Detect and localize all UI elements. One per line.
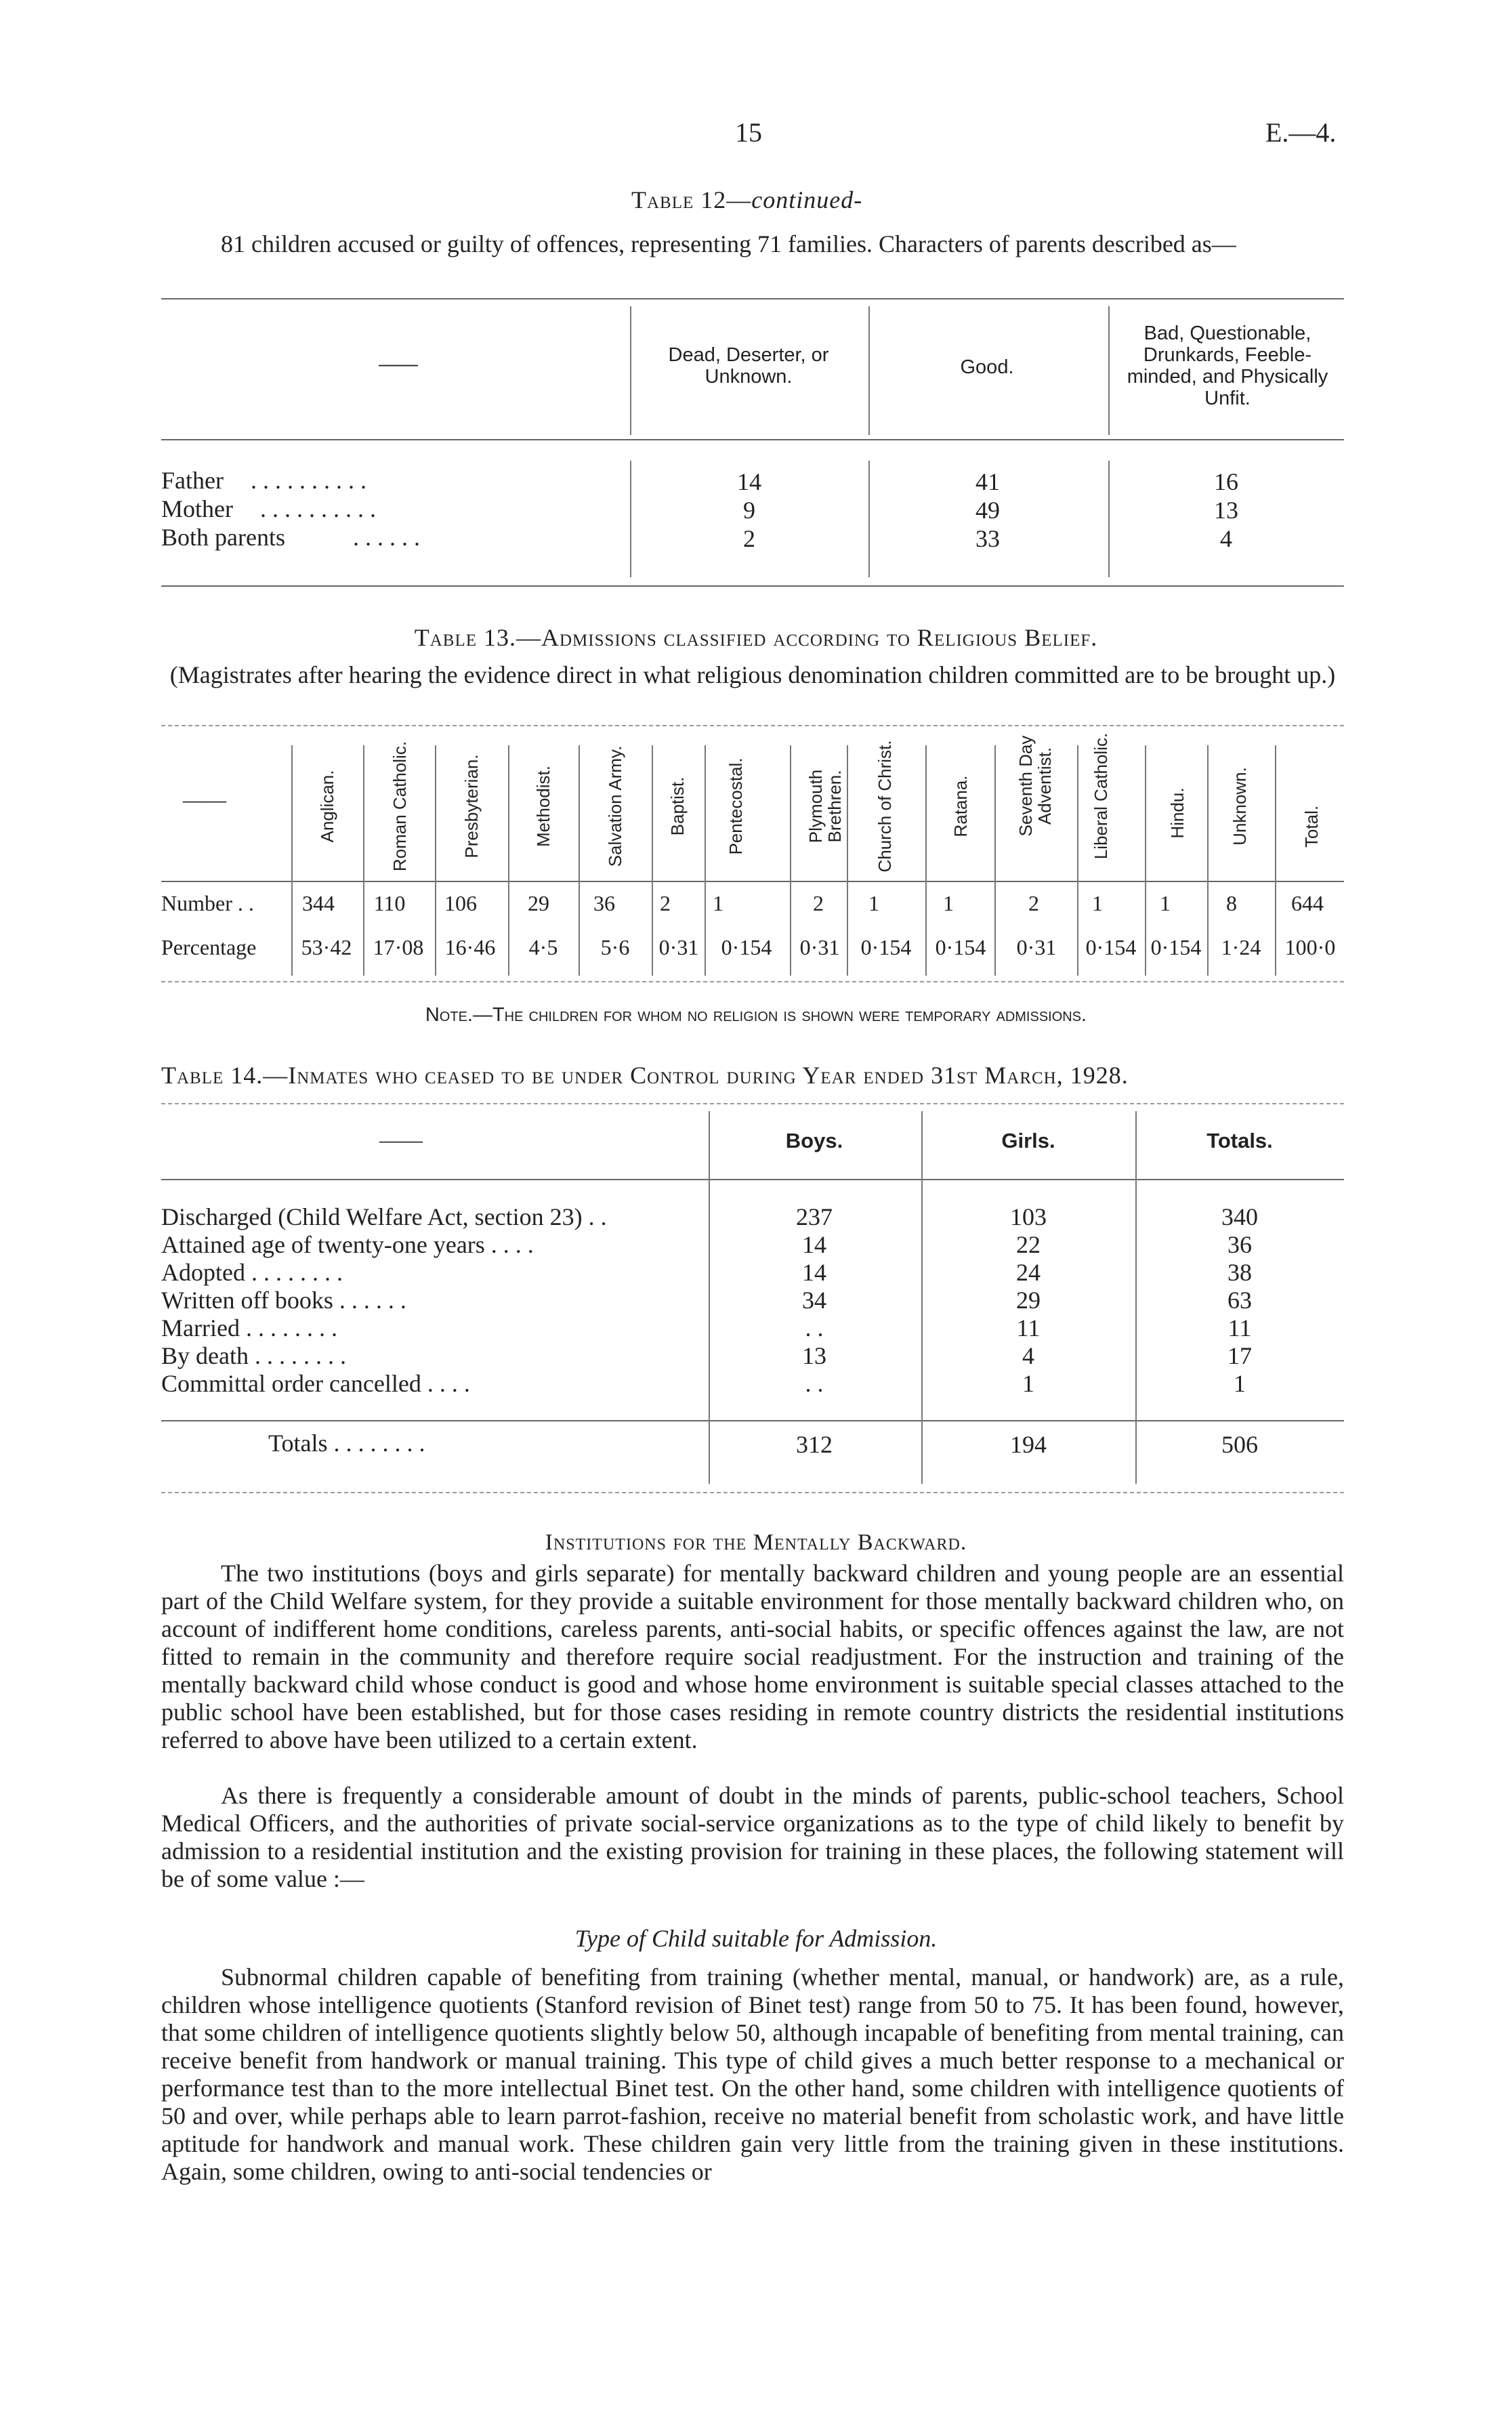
table13-header-roman-catholic: Roman Catholic. [390, 741, 410, 872]
table14-col-divider [709, 1111, 710, 1484]
table12-caption-suffix: continued- [751, 186, 863, 213]
table13-cell: 1 [1160, 891, 1171, 915]
table12-header-dead: Dead, Deserter, or Unknown. [668, 344, 829, 388]
table14-cell: 14 [802, 1259, 826, 1286]
table14-row-label: Committal order cancelled . . . . [161, 1370, 470, 1397]
table12-cell: 49 [975, 497, 1000, 524]
table13-cell: 29 [528, 891, 549, 915]
table14-header-blank: —— [379, 1127, 423, 1152]
page-number: 15 [735, 117, 762, 148]
table13-intro: (Magistrates after hearing the evidence direct in what religious denomination children committed are to be brought up.) [169, 661, 1336, 688]
table13-header-baptist: Baptist. [667, 776, 688, 836]
table14-cell: 1 [1234, 1370, 1246, 1397]
table12-row-leader: . . . . . . [352, 524, 420, 551]
table14-row-label: Married . . . . . . . . [161, 1314, 337, 1342]
table13-bottom-rule [161, 981, 1344, 982]
table12-row-name: Mother [161, 495, 233, 522]
table14-header-totals: Totals. [1206, 1129, 1273, 1152]
table14-row-label: Discharged (Child Welfare Act, section 23) . . [161, 1203, 607, 1230]
table12-col-divider [630, 306, 631, 435]
table14-cell: 38 [1227, 1259, 1252, 1286]
table12-head-rule [161, 439, 1344, 440]
table12-row-name: Both parents [161, 524, 285, 551]
table12-row-name: Father [161, 467, 224, 494]
table14-cell: 63 [1227, 1287, 1252, 1314]
table14-top-rule [161, 1103, 1344, 1104]
table12-header-good: Good. [960, 356, 1014, 378]
table13-cell: 106 [444, 891, 477, 915]
table13-header-methodist: Methodist. [533, 766, 553, 847]
table13-cell: 4·5 [528, 935, 558, 959]
table14-cell: 14 [802, 1231, 826, 1258]
section-paragraph-2: As there is frequently a considerable amount of doubt in the minds of parents, public-school teachers, School Medical Officers, and the authorities of private social-service organizations as to the type of child likely to benefit by admission to a residential institution and the existing provision for training in these places, the following statement will be of some value :— [161, 1782, 1344, 1892]
table12-header-blank: —— [379, 354, 418, 375]
table14-col-divider [921, 1111, 923, 1484]
table12-row-leader: . . . . . . . . . . [259, 495, 376, 522]
table14-row-label: By death . . . . . . . . [161, 1342, 346, 1369]
table13-head-rule [161, 881, 1344, 882]
table12-col-divider [1108, 306, 1110, 435]
table13-row-label-number: Number . . [161, 891, 254, 915]
table13-header-ratana: Ratana. [950, 775, 971, 837]
table14-cell: 29 [1016, 1287, 1041, 1314]
table14-cell: 22 [1016, 1231, 1041, 1258]
table12-col-divider [630, 461, 631, 577]
section-subheading: Type of Child suitable for Admission. [574, 1925, 938, 1952]
table13-row-label-percentage: Percentage [161, 935, 257, 959]
table13-top-rule [161, 725, 1344, 726]
table14-cell: 11 [1227, 1314, 1252, 1342]
table13-cell: 0·154 [860, 935, 912, 959]
table13-cell: 5·6 [600, 935, 630, 959]
table13-header-liberal-catholic: Liberal Catholic. [1091, 732, 1111, 860]
table13-cell: 0·154 [935, 935, 986, 959]
table13-cell: 0·154 [721, 935, 772, 959]
table14-cell: 340 [1221, 1203, 1258, 1230]
table13-cell: 644 [1291, 891, 1324, 915]
table14-cell: 4 [1022, 1342, 1034, 1369]
table13-cell: 36 [593, 891, 615, 915]
table12-header-bad: Bad, Questionable, Drunkards, Feeble-minded, and Physically Unfit. [1127, 323, 1328, 409]
table14-head-rule [161, 1179, 1344, 1180]
table12-cell: 14 [737, 468, 761, 495]
table13-cell: 53·42 [301, 935, 352, 959]
table14-cell: 36 [1227, 1231, 1252, 1258]
table13-header-unknown: Unknown. [1230, 767, 1250, 846]
table13-cell: 16·46 [444, 935, 496, 959]
table13-cell: 110 [373, 891, 406, 915]
table12-row-label [161, 495, 376, 523]
table14-header-boys: Boys. [785, 1129, 843, 1152]
table13-header-presbyterian: Presbyterian. [461, 754, 482, 858]
table12-cell: 9 [743, 497, 755, 524]
table14-totals-label: Totals . . . . . . . . [268, 1430, 425, 1457]
table14-cell: 11 [1016, 1314, 1041, 1342]
table12-row-leader: . . . . . . . . . . [250, 467, 366, 494]
table12-cell: 13 [1214, 497, 1238, 524]
table14-cell: 237 [796, 1203, 833, 1230]
table13-cell: 1 [1092, 891, 1103, 915]
table14-total-cell: 194 [1010, 1431, 1047, 1458]
table12-bottom-rule [161, 585, 1344, 587]
table12-cell: 4 [1220, 525, 1232, 552]
table13-header-seventh-day-adventist: Seventh Day Adventist. [1015, 735, 1055, 837]
section-paragraph-1: The two institutions (boys and girls separate) for mentally backward children and young people are an essential part of the Child Welfare system, for they provide a suitable environment for those mentally backward children who, on account of indifferent home conditions, careless parents, anti-social habits, or specific offences against the law, are not fitted to remain in the community and therefore require social readjustment. For the instruction and training of the mentally backward child whose conduct is good and whose home environment is suitable special classes attached to the public school have been established, but for those cases residing in remote country districts the residential institutions referred to above have been utilized to a certain extent. [161, 1560, 1344, 1753]
table13-header-total: Total. [1301, 805, 1322, 848]
table13-header-anglican: Anglican. [317, 770, 337, 843]
table14-cell: . . [805, 1370, 824, 1397]
table13-cell: 1·24 [1221, 935, 1261, 959]
table13-header-hindu: Hindu. [1167, 787, 1188, 839]
table13-cell: 100·0 [1284, 935, 1336, 959]
table13-cell: 17·08 [373, 935, 424, 959]
report-code: E.—4. [1265, 117, 1337, 148]
section-heading: Institutions for the Mentally Backward. [545, 1530, 967, 1555]
table13-cell: 344 [302, 891, 335, 915]
table14-cell: 34 [802, 1287, 826, 1314]
table14-cell: 1 [1022, 1370, 1034, 1397]
table14-col-divider [1135, 1111, 1137, 1484]
table13-cell: 2 [813, 891, 824, 915]
table12-top-rule [161, 298, 1344, 299]
table13-cell: 2 [1028, 891, 1039, 915]
table12-cell: 2 [743, 525, 755, 552]
table13-note [0, 1004, 1512, 1026]
table14-cell: . . [805, 1314, 824, 1342]
table14-cell: 103 [1010, 1203, 1047, 1230]
table13-header-salvation-army: Salvation Army. [605, 745, 625, 867]
table13-cell: 0·31 [799, 935, 840, 959]
table13-cell: 8 [1226, 891, 1237, 915]
table14-cell: 24 [1016, 1259, 1041, 1286]
table12-col-divider [868, 461, 870, 577]
table12-intro: 81 children accused or guilty of offences, representing 71 families. Characters of parents described as— [221, 230, 1236, 257]
table14-totals-rule [161, 1420, 1344, 1421]
table14-header-girls: Girls. [1001, 1129, 1055, 1152]
table14-cell: 13 [802, 1342, 826, 1369]
table12-cell: 33 [975, 525, 1000, 552]
table13-caption: Table 13.—Admissions classified according to Religious Belief. [414, 624, 1098, 651]
section-paragraph-3: Subnormal children capable of benefiting from training (whether mental, manual, or handwork) are, as a rule, children whose intelligence quotients (Stanford revision of Binet test) range from 50 to 75. It has been found, however, that some children of intelligence quotients slightly below 50, although incapable of benefiting from mental training, can receive benefit from handwork or manual training. This type of child gives a much better response to a mechanical or performance test than to the more intellectual Binet test. On the other hand, some children with intelligence quotients of 50 and over, while perhaps able to learn parrot-fashion, receive no material benefit from scholastic work, and have little aptitude for handwork and manual work. These children gain very little from the training given in these institutions. Again, some children, owing to anti-social tendencies or [161, 1963, 1344, 2185]
table13-cell: 1 [868, 891, 879, 915]
table12-col-divider [868, 306, 870, 435]
table14-caption: Table 14.—Inmates who ceased to be under Control during Year ended 31st March, 1928. [161, 1062, 1129, 1089]
table13-note-text: Note.—The children for whom no religion is shown were temporary admissions. [425, 1004, 1087, 1026]
table13-cell: 1 [943, 891, 954, 915]
table13-header-pentecostal: Pentecostal. [726, 757, 746, 855]
table12-cell: 16 [1214, 468, 1238, 495]
table12-cell: 41 [975, 468, 1000, 495]
table12-col-divider [1108, 461, 1110, 577]
table12-caption [631, 186, 862, 214]
table13-header-plymouth-brethren: Plymouth Brethren. [805, 769, 845, 844]
table13-cell: 1 [713, 891, 723, 915]
table13-cell: 2 [660, 891, 671, 915]
table14-row-label: Attained age of twenty-one years . . . . [161, 1231, 534, 1258]
table12-row-label [161, 466, 366, 495]
table12-row-label [161, 523, 420, 552]
table14-row-label: Adopted . . . . . . . . [161, 1259, 343, 1286]
table12-caption-prefix: Table 12— [631, 186, 752, 213]
table14-bottom-rule [161, 1492, 1344, 1493]
table14-row-label: Written off books . . . . . . [161, 1287, 406, 1314]
table13-header-blank: —— [183, 787, 226, 812]
table14-cell: 17 [1227, 1342, 1252, 1369]
table13-cell: 0·154 [1085, 935, 1137, 959]
table13-cell: 0·154 [1150, 935, 1202, 959]
table13-cell: 0·31 [1016, 935, 1057, 959]
table14-total-cell: 506 [1221, 1431, 1258, 1458]
table13-header-church-of-christ: Church of Christ. [875, 740, 895, 873]
table13-cell: 0·31 [658, 935, 699, 959]
table14-total-cell: 312 [796, 1431, 833, 1458]
